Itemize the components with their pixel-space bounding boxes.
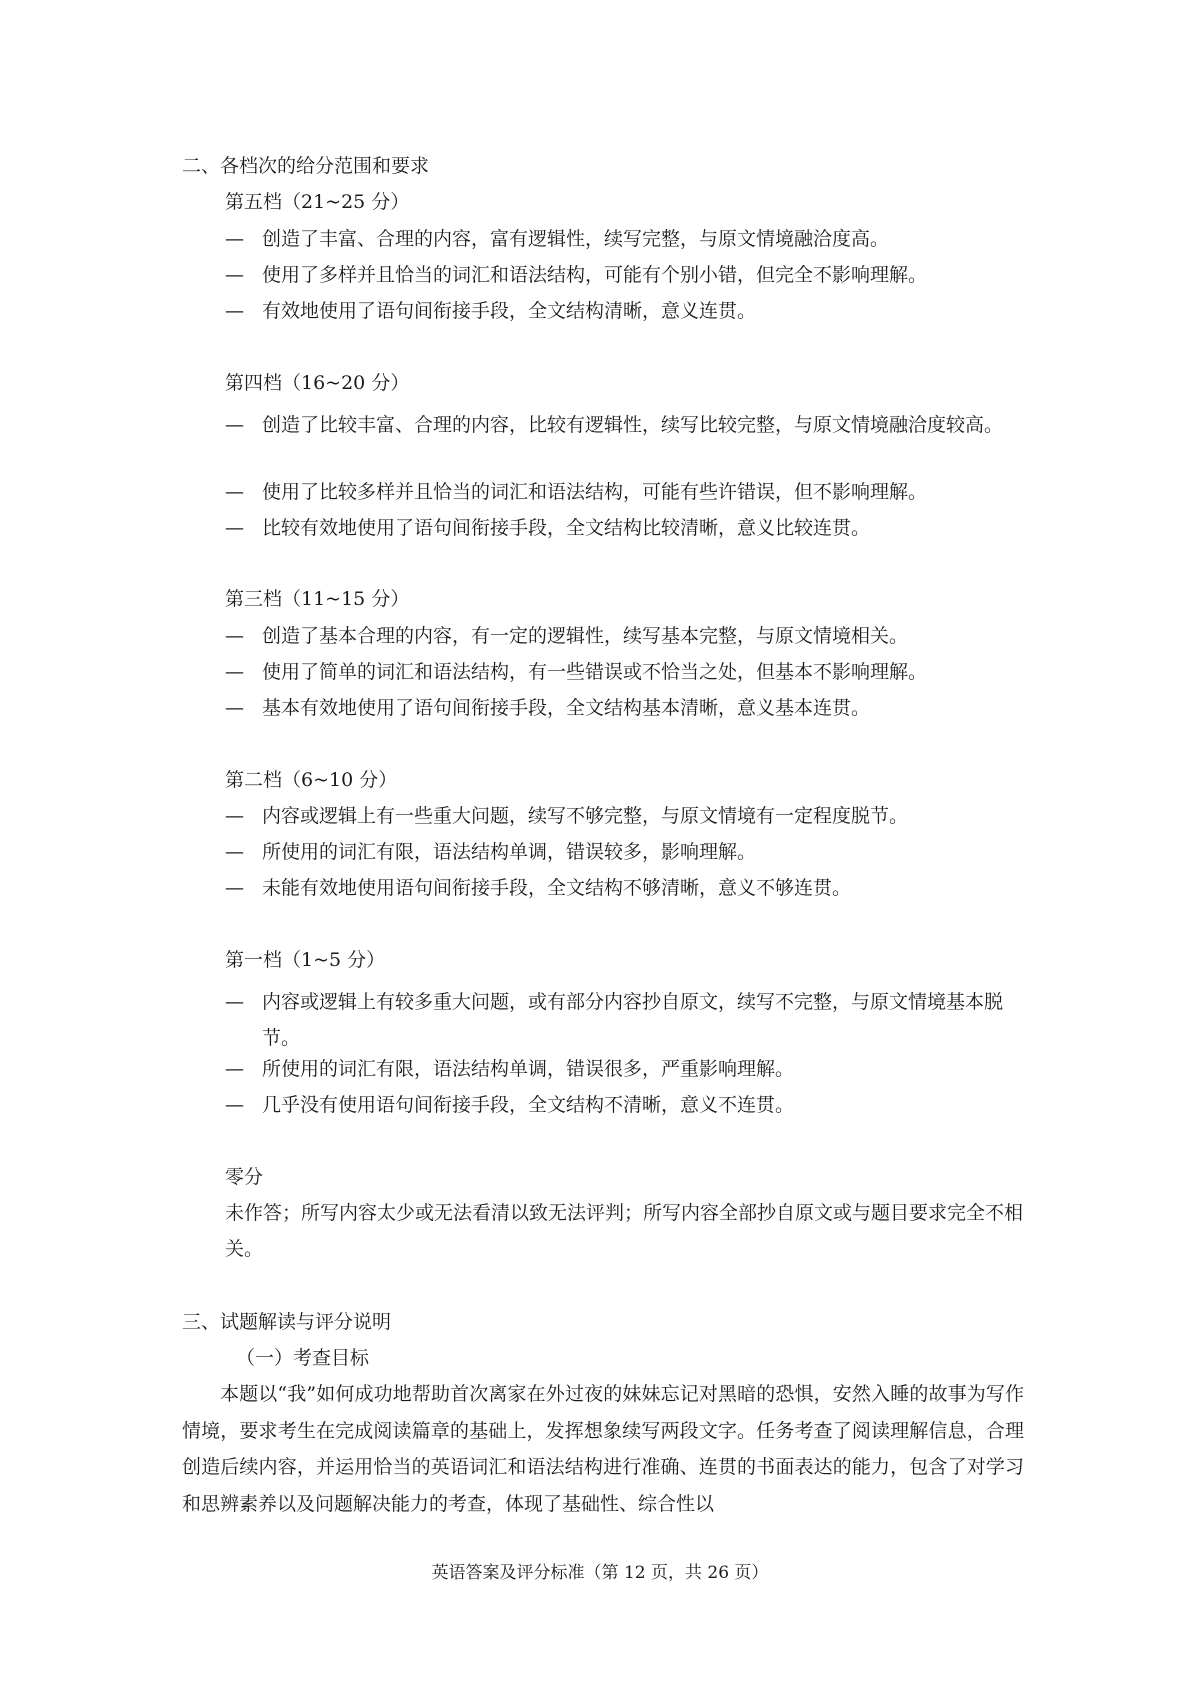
tier-5-item <box>225 263 1030 287</box>
criterion-text: 创造了丰富、合理的内容，富有逻辑性，续写完整，与原文情境融洽度高。 <box>262 228 890 250</box>
criterion-text: 所使用的词汇有限，语法结构单调，错误很多，严重影响理解。 <box>262 1058 795 1080</box>
criterion-text: 内容或逻辑上有一些重大问题，续写不够完整，与原文情境有一定程度脱节。 <box>262 805 909 827</box>
tier-4-item <box>225 516 1030 540</box>
tier-1-item <box>225 1093 1030 1117</box>
criterion-text: 使用了多样并且恰当的词汇和语法结构，可能有个别小错，但完全不影响理解。 <box>262 264 928 286</box>
dash-bullet: — <box>225 481 244 503</box>
criterion-text: 使用了简单的词汇和语法结构，有一些错误或不恰当之处，但基本不影响理解。 <box>262 661 928 683</box>
dash-bullet: — <box>225 1058 244 1080</box>
dash-bullet: — <box>225 228 244 250</box>
zero-score-title: 零分 <box>225 1166 264 1188</box>
section-2-heading: 二、各档次的给分范围和要求 <box>182 155 430 177</box>
tier-5-title: 第五档（21~25 分） <box>225 191 410 213</box>
tier-3-title: 第三档（11~15 分） <box>225 588 410 610</box>
tier-2-item <box>225 804 1030 828</box>
page-footer: 英语答案及评分标准（第 12 页，共 26 页） <box>431 1563 769 1583</box>
criterion-text: 几乎没有使用语句间衔接手段，全文结构不清晰，意义不连贯。 <box>262 1094 795 1116</box>
dash-bullet: — <box>225 264 244 286</box>
tier-2-title: 第二档（6~10 分） <box>225 769 398 791</box>
tier-4-item <box>225 407 1030 443</box>
tier-2-item <box>225 840 1030 864</box>
criterion-text: 基本有效地使用了语句间衔接手段，全文结构基本清晰，意义基本连贯。 <box>262 697 871 719</box>
zero-score-text: 未作答；所写内容太少或无法看清以致无法评判；所写内容全部抄自原文或与题目要求完全不相关。 <box>225 1202 1024 1260</box>
criterion-text: 创造了基本合理的内容，有一定的逻辑性，续写基本完整，与原文情境相关。 <box>262 625 909 647</box>
body-paragraph: 本题以“我”如何成功地帮助首次离家在外过夜的妹妹忘记对黑暗的恐惧，安然入睡的故事为写作情境，要求考生在完成阅读篇章的基础上，发挥想象续写两段文字。任务考查了阅读理解信息，合理创造后续内容，并运用恰当的英语词汇和语法结构进行准确、连贯的书面表达的能力，包含了对学习和思辨素养以及问题解决能力的考查，体现了基础性、综合性以 <box>182 1383 1024 1515</box>
criterion-text: 所使用的词汇有限，语法结构单调，错误较多，影响理解。 <box>262 841 757 863</box>
criterion-text: 有效地使用了语句间衔接手段，全文结构清晰，意义连贯。 <box>262 300 757 322</box>
dash-bullet: — <box>225 661 244 683</box>
tier-3-item <box>225 696 1030 720</box>
tier-3-item <box>225 660 1030 684</box>
dash-bullet: — <box>225 414 244 436</box>
tier-2-item <box>225 876 1030 900</box>
dash-bullet: — <box>225 877 244 899</box>
criterion-text: 未能有效地使用语句间衔接手段，全文结构不够清晰，意义不够连贯。 <box>262 877 852 899</box>
criterion-text: 使用了比较多样并且恰当的词汇和语法结构，可能有些许错误，但不影响理解。 <box>262 481 928 503</box>
subsection-1-heading: （一）考查目标 <box>236 1347 370 1369</box>
dash-bullet: — <box>225 1094 244 1116</box>
criterion-text: 创造了比较丰富、合理的内容，比较有逻辑性，续写比较完整，与原文情境融洽度较高。 <box>262 414 1004 436</box>
tier-1-item <box>225 984 1030 1056</box>
tier-5-item <box>225 299 1030 323</box>
section-3-heading: 三、试题解读与评分说明 <box>182 1311 392 1333</box>
dash-bullet: — <box>225 697 244 719</box>
tier-3-item <box>225 624 1030 648</box>
criterion-text: 内容或逻辑上有较多重大问题，或有部分内容抄自原文，续写不完整，与原文情境基本脱节。 <box>262 991 1004 1049</box>
dash-bullet: — <box>225 841 244 863</box>
dash-bullet: — <box>225 517 244 539</box>
tier-5-item <box>225 227 1030 251</box>
tier-1-item <box>225 1057 1030 1081</box>
tier-1-title: 第一档（1~5 分） <box>225 949 386 971</box>
dash-bullet: — <box>225 805 244 827</box>
dash-bullet: — <box>225 991 244 1013</box>
tier-4-item <box>225 480 1030 504</box>
dash-bullet: — <box>225 625 244 647</box>
tier-4-title: 第四档（16~20 分） <box>225 372 410 394</box>
criterion-text: 比较有效地使用了语句间衔接手段，全文结构比较清晰，意义比较连贯。 <box>262 517 871 539</box>
dash-bullet: — <box>225 300 244 322</box>
